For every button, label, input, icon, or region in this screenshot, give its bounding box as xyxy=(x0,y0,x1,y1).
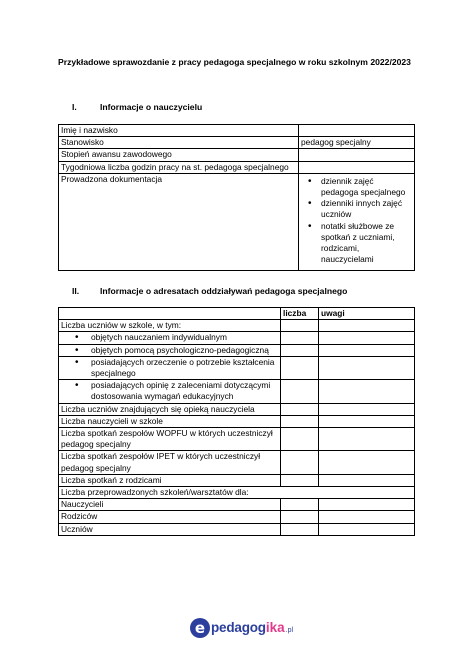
column-header: uwagi xyxy=(319,308,415,320)
row-value xyxy=(299,125,415,137)
logo-text: pedagog xyxy=(211,619,266,635)
table-row xyxy=(59,499,415,511)
row-label: Liczba spotkań zespołów IPET w których uczestniczył pedagog specjalny xyxy=(59,451,281,474)
column-header: liczba xyxy=(281,308,319,320)
table-row xyxy=(59,451,415,474)
table-row xyxy=(59,320,415,332)
section-1-number: I. xyxy=(72,102,77,112)
document-title: Przykładowe sprawozdanie z pracy pedagoga specjalnego w roku szkolnym 2022/2023 xyxy=(58,57,411,67)
epedagogika-logo[interactable] xyxy=(190,617,293,639)
row-label: Liczba nauczycieli w szkole xyxy=(59,415,281,427)
row-label: Nauczycieli xyxy=(59,499,281,511)
table-row xyxy=(59,332,415,344)
row-label: Liczba spotkań zespołów WOPFU w których uczestniczył pedagog specjalny xyxy=(59,428,281,451)
table-row xyxy=(59,428,415,451)
table-header-row xyxy=(59,308,415,320)
documentation-list-cell xyxy=(299,173,415,270)
list-item: • notatki służbowe ze spotkań z uczniami, rodzicami, nauczycielami xyxy=(301,221,412,266)
table-row xyxy=(59,415,415,427)
row-label: Stanowisko xyxy=(59,137,299,149)
row-label: Liczba spotkań z rodzicami xyxy=(59,474,281,486)
section-1-title: Informacje o nauczycielu xyxy=(100,102,203,112)
row-value xyxy=(299,161,415,173)
table-row xyxy=(59,344,415,356)
table-row xyxy=(59,474,415,486)
teacher-info-table xyxy=(58,124,415,271)
section-2-number: II. xyxy=(72,286,80,296)
table-row xyxy=(59,161,415,173)
section-2-title: Informacje o adresatach oddziaływań pedagoga specjalnego xyxy=(100,286,348,296)
column-header xyxy=(59,308,281,320)
table-row xyxy=(59,173,415,270)
table-row xyxy=(59,380,415,403)
table-row xyxy=(59,137,415,149)
row-label: Liczba przeprowadzonych szkoleń/warsztatów dla: xyxy=(59,487,415,499)
logo-domain: .pl xyxy=(285,626,294,634)
logo-accent-text: ika xyxy=(265,619,285,635)
list-item: • objętych nauczaniem indywidualnym xyxy=(61,332,278,343)
list-item: • posiadających orzeczenie o potrzebie kształcenia specjalnego xyxy=(61,357,278,379)
list-item: • dzienniki innych zajęć uczniów xyxy=(301,198,412,220)
table-row xyxy=(59,125,415,137)
table-row xyxy=(59,523,415,535)
row-label: Imię i nazwisko xyxy=(59,125,299,137)
row-label: Liczba uczniów w szkole, w tym: xyxy=(59,320,281,332)
table-row xyxy=(59,511,415,523)
row-label: Stopień awansu zawodowego xyxy=(59,149,299,161)
row-label: Tygodniowa liczba godzin pracy na st. pedagoga specjalnego xyxy=(59,161,299,173)
table-row xyxy=(59,149,415,161)
row-value: pedagog specjalny xyxy=(299,137,415,149)
logo-mark-icon: e xyxy=(190,618,210,638)
row-label: Rodziców xyxy=(59,511,281,523)
recipients-table xyxy=(58,307,415,536)
section-1-heading xyxy=(72,102,202,113)
row-label: Prowadzona dokumentacja xyxy=(59,173,299,270)
row-label: Liczba uczniów znajdujących się opieką nauczyciela xyxy=(59,403,281,415)
section-2-heading xyxy=(72,286,347,297)
row-value xyxy=(299,149,415,161)
row-label: Uczniów xyxy=(59,523,281,535)
table-row xyxy=(59,403,415,415)
list-item: • objętych pomocą psychologiczno-pedagogiczną xyxy=(61,345,278,356)
table-row xyxy=(59,356,415,379)
list-item: • dziennik zajęć pedagoga specjalnego xyxy=(301,176,412,198)
documentation-list xyxy=(301,176,412,266)
list-item: • posiadających opinię z zaleceniami dotyczącymi dostosowania wymagań edukacyjnych xyxy=(61,380,278,402)
table-row xyxy=(59,487,415,499)
